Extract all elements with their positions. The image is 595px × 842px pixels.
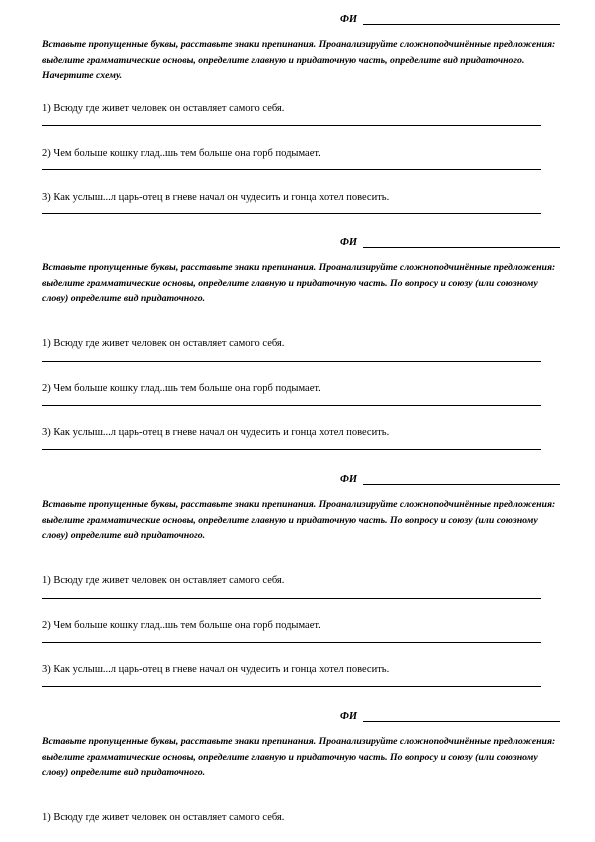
- worksheet-card-4: [0, 707, 595, 842]
- task-3: 3) Как услыш...л царь-отец в гневе начал он чудесить и гонца хотел повесить.: [42, 664, 390, 675]
- name-field-row: [340, 10, 560, 26]
- name-field-label: ФИ: [340, 711, 358, 722]
- answer-line-1[interactable]: [42, 361, 541, 362]
- answer-line-2[interactable]: [42, 642, 541, 643]
- instruction-text: Вставьте пропущенные буквы, расставьте знаки препинания. Проанализируйте сложноподчинённые предложения: выделите грамматические основы, определите главную и придаточную часть. По вопросу и союзу (или союзному слову) определите вид придаточного.: [42, 262, 556, 304]
- name-field-line[interactable]: [363, 483, 560, 485]
- name-field-row: [340, 707, 560, 723]
- worksheet-card-2: [0, 233, 595, 463]
- task-1: 1) Всюду где живет человек он оставляет самого себя.: [42, 338, 285, 349]
- task-1: 1) Всюду где живет человек он оставляет самого себя.: [42, 575, 285, 586]
- name-field-row: [340, 233, 560, 249]
- name-field-label: ФИ: [340, 474, 358, 485]
- instruction-text: Вставьте пропущенные буквы, расставьте знаки препинания. Проанализируйте сложноподчинённые предложения: выделите грамматические основы, определите главную и придаточную часть. По вопросу и союзу (или союзному слову) определите вид придаточного.: [42, 736, 556, 778]
- name-field-line[interactable]: [363, 23, 560, 25]
- task-2: 2) Чем больше кошку глад..шь тем больше она горб подымает.: [42, 148, 321, 159]
- answer-line-3[interactable]: [42, 686, 541, 687]
- answer-line-3[interactable]: [42, 213, 541, 214]
- task-1: 1) Всюду где живет человек он оставляет самого себя.: [42, 103, 285, 114]
- name-field-label: ФИ: [340, 14, 358, 25]
- name-field-line[interactable]: [363, 720, 560, 722]
- worksheet-card-3: [0, 470, 595, 700]
- answer-line-1[interactable]: [42, 125, 541, 126]
- answer-line-1[interactable]: [42, 598, 541, 599]
- task-1: 1) Всюду где живет человек он оставляет самого себя.: [42, 812, 285, 823]
- worksheet-card-1: [0, 10, 595, 225]
- task-3: 3) Как услыш...л царь-отец в гневе начал он чудесить и гонца хотел повесить.: [42, 427, 390, 438]
- name-field-line[interactable]: [363, 246, 560, 248]
- instruction-text: Вставьте пропущенные буквы, расставьте знаки препинания. Проанализируйте сложноподчинённые предложения: выделите грамматические основы, определите главную и придаточную часть. По вопросу и союзу (или союзному слову) определите вид придаточного.: [42, 499, 556, 541]
- answer-line-2[interactable]: [42, 405, 541, 406]
- answer-line-2[interactable]: [42, 169, 541, 170]
- task-2: 2) Чем больше кошку глад..шь тем больше она горб подымает.: [42, 383, 321, 394]
- instruction-text: Вставьте пропущенные буквы, расставьте знаки препинания. Проанализируйте сложноподчинённые предложения: выделите грамматические основы, определите главную и придаточную часть, определите вид придаточного. Начертите схему.: [42, 39, 556, 81]
- answer-line-3[interactable]: [42, 449, 541, 450]
- name-field-label: ФИ: [340, 237, 358, 248]
- task-2: 2) Чем больше кошку глад..шь тем больше она горб подымает.: [42, 620, 321, 631]
- task-3: 3) Как услыш...л царь-отец в гневе начал он чудесить и гонца хотел повесить.: [42, 192, 390, 203]
- name-field-row: [340, 470, 560, 486]
